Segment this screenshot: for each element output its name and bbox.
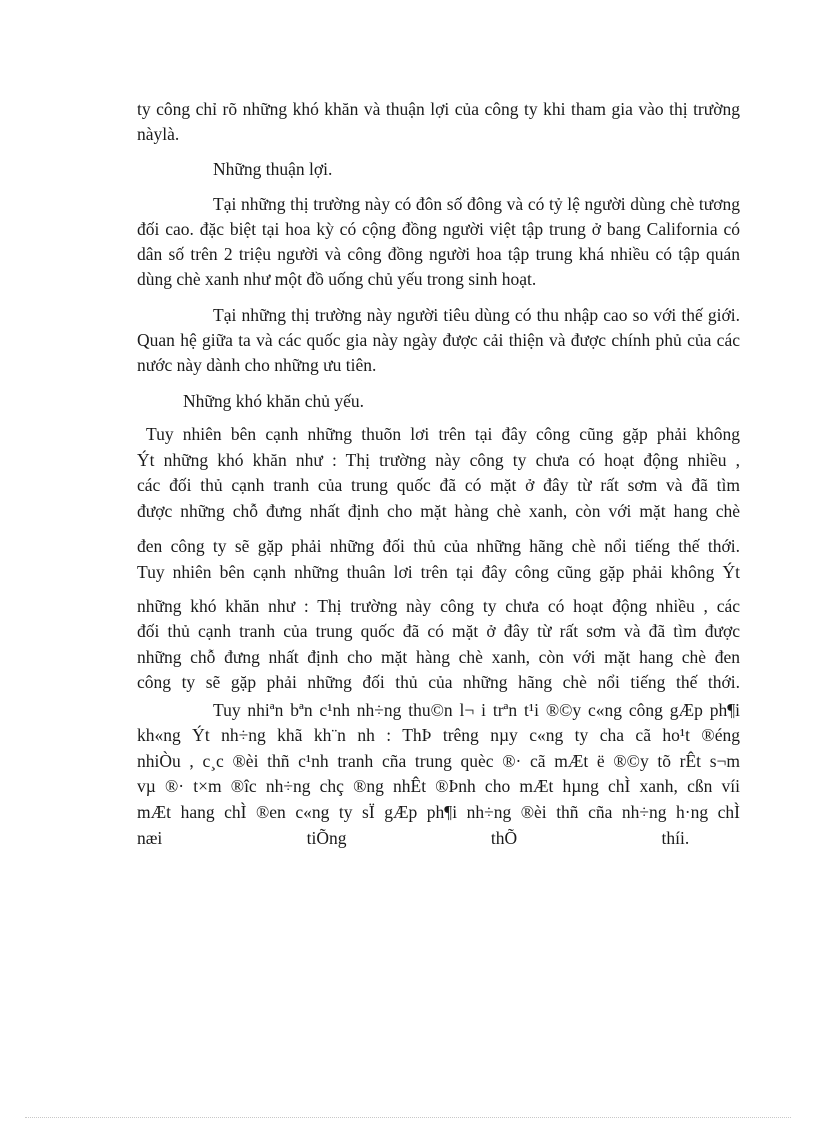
text-line: mÆt hang chÌ ®en c«ng ty sÏ gÆp ph¶i nh÷ng ®èi thñ cña nh÷ng h·ng chÌ xyxy=(137,802,740,822)
paragraph-advantage-1: Tại những thị trường này có đôn số đông và có tỷ lệ người dùng chè tương đối cao. đặc biệt tại hoa kỳ có cộng đồng người việt tập trung ở bang California có dân số trên 2 triệu người và công đồng người hoa tập trung khá nhiều có tập quán dùng chè xanh như một đồ uống chủ yếu trong sinh hoạt. xyxy=(137,194,740,289)
text-line: Tuy nhiªn bªn c¹nh nh÷ng thu©n l¬ i trªn t¹i ®©y c«ng công gÆp ph¶i xyxy=(213,700,740,720)
text-line: Tuy nhiên bên cạnh những thuân lơi trên tại đây công cũng gặp phải không Ýt xyxy=(137,562,740,582)
text-line: Tuy nhiên bên cạnh những thuõn lơi trên tại đây công cũng gặp phải không xyxy=(146,424,740,444)
heading-difficulties: Những khó khăn chủ yếu. xyxy=(183,391,365,411)
text-line: vµ ®· t×m ®îc nh÷ng chç ®ng nhÊt ®Þnh cho mÆt hµng chÌ xanh, cßn víi xyxy=(137,776,740,796)
paragraph-advantage-2: Tại những thị trường này người tiêu dùng có thu nhập cao so với thế giới. Quan hệ giữa ta và các quốc gia này ngày được cải thiện và được chính phủ của các nước này dành cho những ưu tiên. xyxy=(137,305,740,375)
heading-advantages: Những thuận lợi. xyxy=(213,159,333,179)
text-line: nhiÒu , c¸c ®èi thñ c¹nh tranh cña trung quèc ®· cã mÆt ë ®©y tõ rÊt s¬m xyxy=(137,751,740,771)
text-line: các đối thủ cạnh tranh của trung quốc đã có mặt ở đây từ rất sơm và đã tìm xyxy=(137,475,740,495)
text-line: được những chỗ đưng nhất định cho mặt hàng chè xanh, còn với mặt hang chè xyxy=(137,501,740,521)
text-line: næi tiÕng thÕ thíi. xyxy=(137,828,690,848)
text-line: công ty sẽ gặp phải những đối thủ của những hãng chè nổi tiếng thế thới. xyxy=(137,672,740,692)
page-bottom-border xyxy=(25,1117,791,1118)
text-line: đối thủ cạnh tranh của trung quốc đã có mặt ở đây từ rất sơm và đã tìm được xyxy=(137,621,740,641)
text-line: những chỗ đưng nhất định cho mặt hàng chè xanh, còn với mặt hang chè đen xyxy=(137,647,740,667)
text-line: kh«ng Ýt nh÷ng khã kh¨n nh : ThÞ trêng nµy c«ng ty cha cã ho¹t ®éng xyxy=(137,725,740,745)
text-line: những khó khăn như : Thị trường này công ty chưa có hoạt động nhiều , các xyxy=(137,596,740,616)
paragraph-intro: ty công chỉ rõ những khó khăn và thuận lợi của công ty khi tham gia vào thị trường nàylà. xyxy=(137,99,740,144)
text-line: Ýt những khó khăn như : Thị trường này công ty chưa có hoạt động nhiều , xyxy=(137,450,740,470)
text-line: đen công ty sẽ gặp phải những đối thủ của những hãng chè nổi tiếng thế thới. xyxy=(137,536,740,556)
